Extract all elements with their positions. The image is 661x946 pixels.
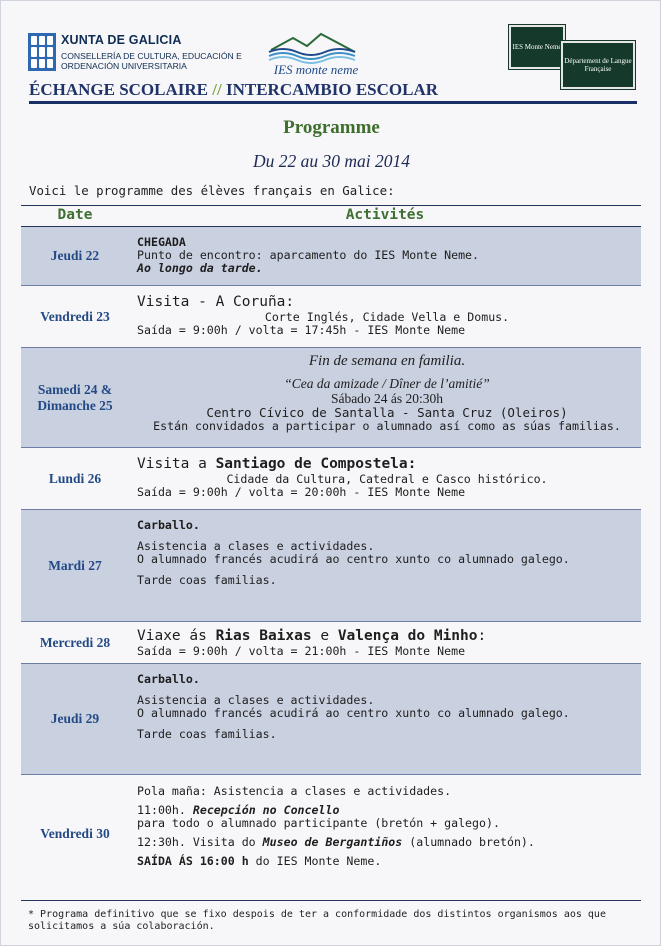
wave-mountain-icon [263,28,363,64]
row-activities [137,628,637,658]
activity-text: : [477,628,487,644]
activity-text: 12:30h. Visita do [137,835,256,849]
row-date: Vendredi 23 [40,308,110,324]
activity-line: Visita - A Coruña: [137,294,295,310]
activity-line: Ao longo da tarde. [137,261,263,275]
school-logo [263,28,363,80]
activity-line: Punto de encontro: aparcamento do IES Monte Neme. [137,248,480,262]
activity-line: CHEGADA [137,235,186,249]
row-activities [137,456,637,499]
activity-line [137,855,637,868]
table-row [21,286,641,348]
xunta-department: CONSELLERÍA DE CULTURA, EDUCACIÓN E ORDENACIÓN UNIVERSITARIA [61,51,242,71]
table-row [21,664,641,775]
activity-line: Asistencia a clases e actividades. [137,539,375,553]
activity-line: Saída = 9:00h / volta = 21:00h - IES Monte Neme [137,644,466,658]
xunta-name: XUNTA DE GALICIA [61,33,182,47]
table-row [21,622,641,664]
xunta-logo [28,31,263,75]
plaque-department-text: Département de Langue Française [564,57,632,73]
activity-line: Saída = 9:00h / volta = 20:00h - IES Monte Neme [137,485,466,499]
document-title [29,80,438,100]
footer-rule [21,900,641,901]
row-activities [137,519,637,587]
school-logo-text: IES monte neme [273,62,359,77]
table-row [21,775,641,892]
activity-line: Saída = 9:00h / volta = 17:45h - IES Monte Neme [137,323,466,337]
activity-line: O alumnado francés acudirá ao centro xunto co alumnado galego. [137,552,570,566]
activity-line: para todo o alumnado participante (bretón + galego). [137,816,500,830]
activity-event: Museo de Bergantiños [262,835,403,849]
column-header-date: Date [57,207,93,223]
row-date [21,348,129,447]
activity-text: 11:00h. [137,803,186,817]
table-header [21,205,641,227]
activity-line: Centro Cívico de Santalla - Santa Cruz (Oleiros) [206,405,568,420]
activity-event: SAÍDA ÁS 16:00 h [137,854,249,868]
title-galician: INTERCAMBIO ESCOLAR [225,80,439,99]
plaque-department-sign [561,41,635,89]
table-row [21,227,641,286]
table-row [21,348,641,448]
row-activities [137,785,637,868]
intro-text: Voici le programme des élèves français en Galice: [29,183,395,198]
row-date: Vendredi 30 [40,825,110,841]
activity-place: Valença do Minho [337,628,478,644]
activity-line: Asistencia a clases e actividades. [137,693,375,707]
activity-line: Carballo. [137,518,200,532]
plaque-school-sign [509,25,565,69]
title-separator: // [212,80,222,99]
department-plaque [509,19,637,91]
activity-line [137,836,637,849]
activity-text: do IES Monte Neme. [255,854,382,868]
row-date: Lundi 26 [48,470,102,486]
activity-text: Visita a [137,456,207,472]
activity-line: Cidade da Cultura, Catedral e Casco histórico. [226,472,548,486]
activity-event: Recepción no Concello [192,803,340,817]
row-date: Jeudi 29 [50,711,100,726]
activity-line: Carballo. [137,672,200,686]
activity-place: Santiago de Compostela: [215,456,417,472]
activity-line: Tarde coas familias. [137,727,277,741]
row-date: Mercredi 28 [39,634,111,650]
activity-line: Están convidados a participar o alumnado así como as súas familias. [153,419,621,433]
activity-line: O alumnado francés acudirá ao centro xunto co alumnado galego. [137,706,570,720]
row-activities [137,673,637,741]
activity-line: Pola maña: Asistencia a clases e actividades. [137,784,452,798]
activity-place: Rias Baixas [215,628,312,644]
activity-line: Tarde coas familias. [137,573,277,587]
row-activities [137,236,637,275]
programme-heading: Programme [283,117,380,138]
row-activities [137,294,637,337]
column-header-activities: Activités [345,207,425,223]
activity-line: Fin de semana en familia. [308,353,466,369]
activity-line: “Cea da amizade / Dîner de l’amitié” [284,376,490,391]
activity-text: e [320,628,330,644]
activity-line: Sábado 24 ás 20:30h [330,391,444,406]
title-rule [29,101,637,104]
activity-text: Viaxe ás [137,628,207,644]
table-row [21,448,641,510]
date-range: Du 22 au 30 mai 2014 [252,151,410,171]
row-date-line: Dimanche 25 [37,397,113,413]
row-activities [137,352,637,433]
xunta-emblem-icon [28,33,56,71]
row-date: Mardi 27 [48,557,102,573]
title-french: ÉCHANGE SCOLAIRE [29,80,209,99]
activity-line [137,456,637,473]
activity-line: Corte Inglés, Cidade Vella e Domus. [264,310,510,324]
footnote: * Programa definitivo que se fixo despois de ter a conformidade dos distintos organismos aos que solicitamos a súa colaboración. [28,909,606,932]
activity-line [137,628,637,645]
row-date-line: Samedi 24 & [37,381,113,397]
row-date: Jeudi 22 [50,248,100,263]
plaque-school-text: IES Monte Neme [512,43,562,51]
table-row [21,510,641,622]
activity-text: (alumnado bretón). [409,835,535,849]
